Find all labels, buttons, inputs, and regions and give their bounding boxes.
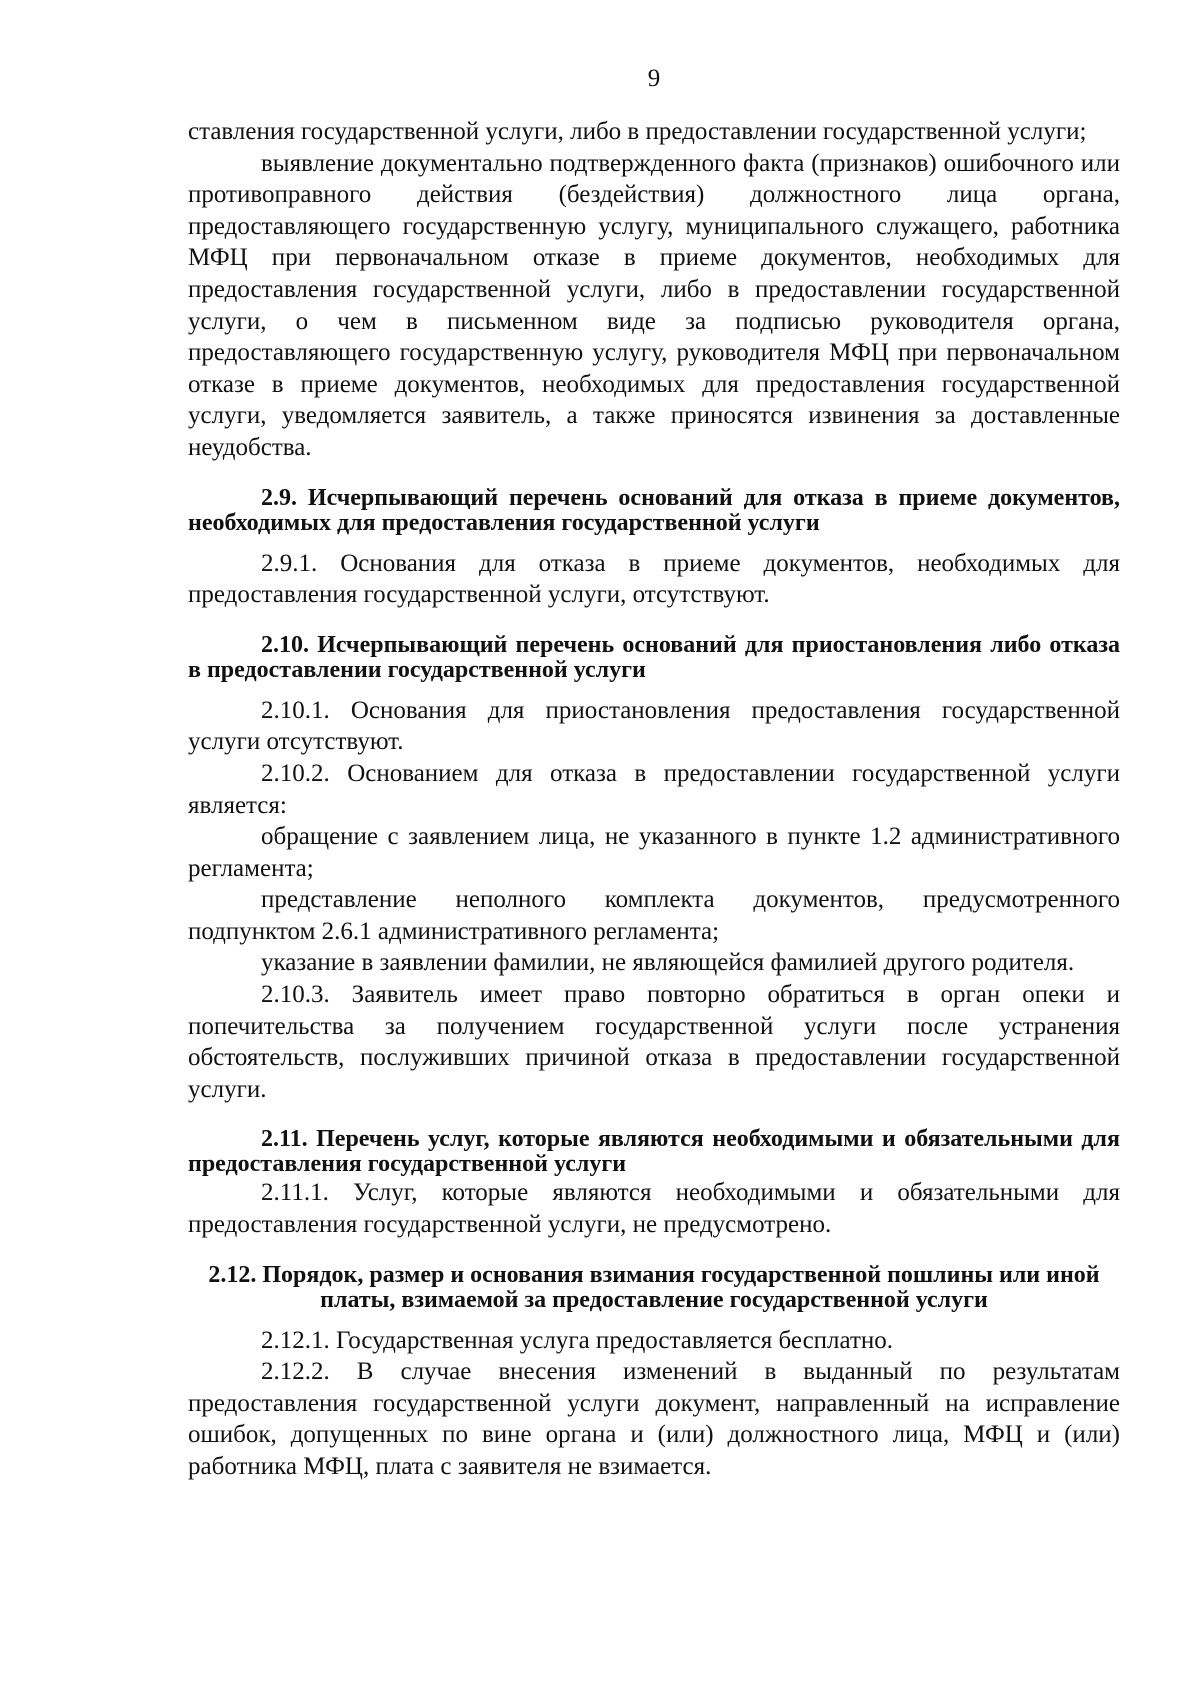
paragraph-2-10-2-item-2: представление неполного комплекта документов, предусмотренного подпунктом 2.6.1 административного регламента; — [188, 886, 1120, 945]
heading-2-9: 2.9. Исчерпывающий перечень оснований для отказа в приеме документов, необходимых для предоставления государственной услуги — [188, 484, 1120, 536]
paragraph-2-12-2: 2.12.2. В случае внесения изменений в выданный по результатам предоставления государственной услуги документ, направленный на исправление ошибок, допущенных по вине органа и (или) должностного лица, МФЦ и (или) работника МФЦ, плата с заявителя не взимается. — [188, 1358, 1120, 1480]
paragraph-2-10-3: 2.10.3. Заявитель имеет право повторно обратиться в орган опеки и попечительства за получением государственной услуги после устранения обстоятельств, послуживших причиной отказа в предоставлении государственной услуги. — [188, 981, 1120, 1103]
paragraph-2-11-1: 2.11.1. Услуг, которые являются необходимыми и обязательными для предоставления государственной услуги, не предусмотрено. — [188, 1179, 1120, 1239]
page-number: 9 — [647, 65, 661, 92]
paragraph-continuation: ставления государственной услуги, либо в предоставлении государственной услуги; — [188, 118, 1087, 145]
heading-2-11: 2.11. Перечень услуг, которые являются необходимыми и обязательными для предоставления государственной услуги — [188, 1126, 1120, 1178]
paragraph-2-10-2-item-1: обращение с заявлением лица, не указанного в пункте 1.2 административного регламента; — [188, 823, 1120, 882]
paragraph-2-9-1: 2.9.1. Основания для отказа в приеме документов, необходимых для предоставления государственной услуги, отсутствуют. — [188, 549, 1120, 609]
paragraph-error-detection: выявление документально подтвержденного факта (признаков) ошибочного или противоправного действия (бездействия) должностного лица органа, предоставляющего государственную услугу, муниципального служащего, работника МФЦ при первоначальном отказе в приеме документов, необходимых для предоставления государственной услуги, либо в предоставлении государственной услуги, о чем в письменном виде за подписью руководителя органа, предоставляющего государственную услугу, руководителя МФЦ при первоначальном отказе в приеме документов, необходимых для предоставления государственной услуги, уведомляется заявитель, а также приносятся извинения за доставленные неудобства. — [188, 149, 1120, 461]
paragraph-2-10-1: 2.10.1. Основания для приостановления предоставления государственной услуги отсутствуют. — [188, 696, 1120, 756]
heading-2-12: 2.12. Порядок, размер и основания взимания государственной пошлины или иной платы, взимаемой за предоставление государственной услуги — [208, 1261, 1100, 1313]
paragraph-2-12-1: 2.12.1. Государственная услуга предоставляется бесплатно. — [261, 1326, 894, 1354]
paragraph-2-10-2: 2.10.2. Основанием для отказа в предоставлении государственной услуги является: — [188, 759, 1120, 819]
heading-2-10: 2.10. Исчерпывающий перечень оснований для приостановления либо отказа в предоставлении государственной услуги — [188, 631, 1120, 683]
paragraph-2-10-2-item-3: указание в заявлении фамилии, не являющейся фамилией другого родителя. — [261, 949, 1075, 977]
